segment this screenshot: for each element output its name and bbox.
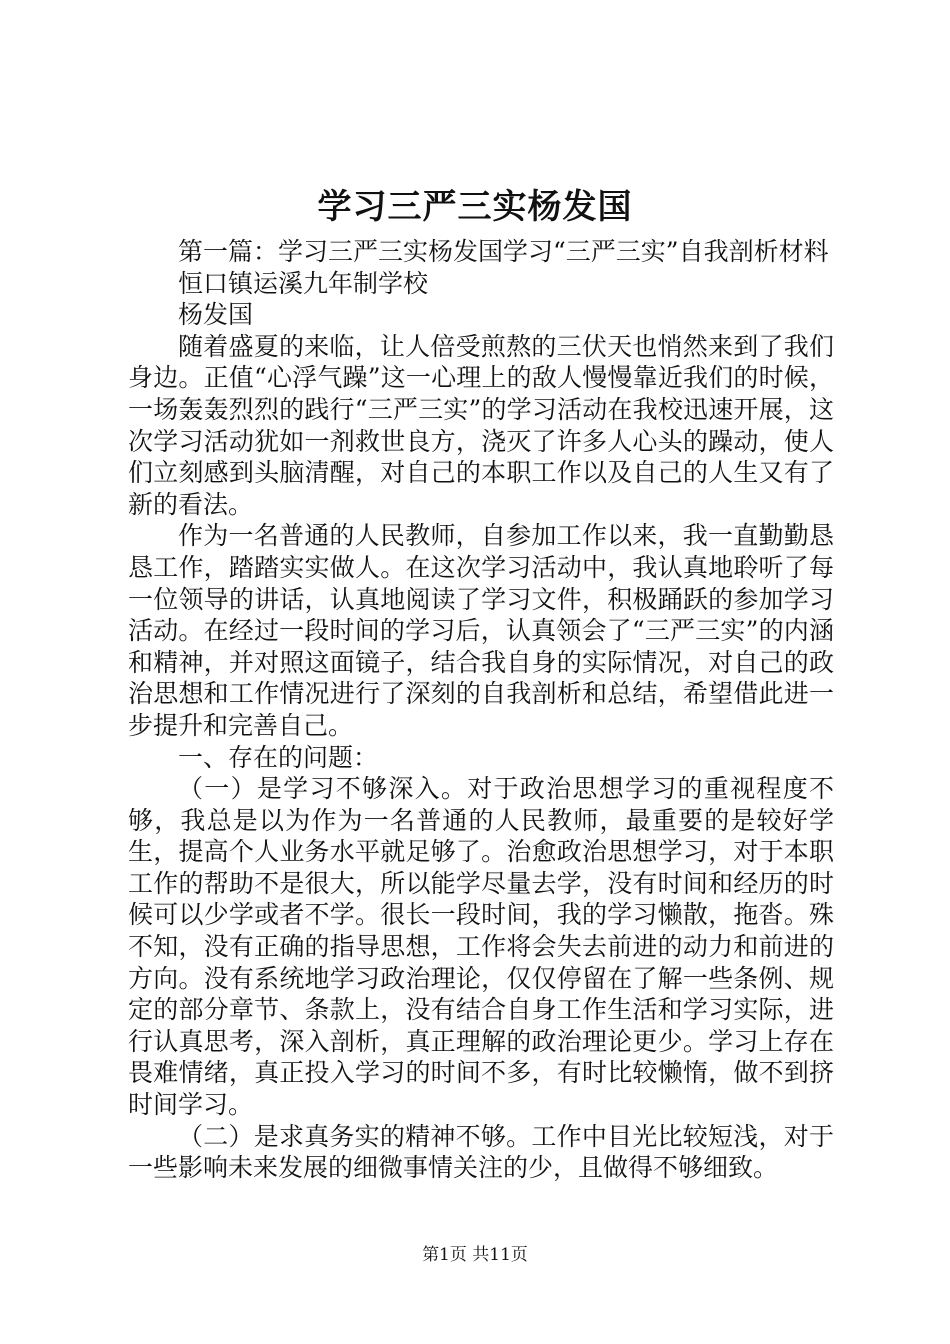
body-paragraph: （二）是求真务实的精神不够。工作中目光比较短浅，对于一些影响未来发展的细微事情关注的少，且做得不够细致。 bbox=[128, 1121, 834, 1183]
author-name-line: 杨发国 bbox=[178, 300, 254, 330]
school-name-line: 恒口镇运溪九年制学校 bbox=[178, 268, 429, 298]
section-heading-paragraph: 第一篇：学习三严三实杨发国学习“三严三实”自我剖析材料 bbox=[178, 237, 829, 266]
body-paragraph: 作为一名普通的人民教师，自参加工作以来，我一直勤勤恳恳工作，踏踏实实做人。在这次学习活动中，我认真地聆听了每一位领导的讲话，认真地阅读了学习文件，积极踊跃的参加学习活动。在经过一段时间的学习后，认真领会了“三严三实”的内涵和精神，并对照这面镜子，结合我自身的实际情况，对自己的政治思想和工作情况进行了深刻的自我剖析和总结，希望借此进一步提升和完善自己。 bbox=[128, 521, 834, 740]
body-paragraph: 随着盛夏的来临，让人倍受煎熬的三伏天也悄然来到了我们身边。正值“心浮气躁”这一心理上的敌人慢慢靠近我们的时候，一场轰轰烈烈的践行“三严三实”的学习活动在我校迅速开展，这次学习活动犹如一剂救世良方，浇灭了许多人心头的躁动，使人们立刻感到头脑清醒，对自己的本职工作以及自己的人生又有了新的看法。 bbox=[128, 331, 834, 519]
document-title: 学习三严三实杨发国 bbox=[317, 187, 633, 227]
document-body bbox=[128, 236, 834, 1184]
subheading-paragraph: 一、存在的问题： bbox=[178, 742, 379, 772]
page-number-footer: 第1页 共11页 bbox=[422, 1245, 528, 1265]
body-paragraph: （一）是学习不够深入。对于政治思想学习的重视程度不够，我总是以为作为一名普通的人民教师，最重要的是较好学生，提高个人业务水平就足够了。治愈政治思想学习，对于本职工作的帮助不是很大，所以能学尽量去学，没有时间和经历的时候可以少学或者不学。很长一段时间，我的学习懒散，拖沓。殊不知，没有正确的指导思想，工作将会失去前进的动力和前进的方向。没有系统地学习政治理论，仅仅停留在了解一些条例、规定的部分章节、条款上，没有结合自身工作生活和学习实际，进行认真思考，深入剖析，真正理解的政治理论更少。学习上存在畏难情绪，真正投入学习的时间不多，有时比较懒惰，做不到挤时间学习。 bbox=[128, 774, 834, 1120]
